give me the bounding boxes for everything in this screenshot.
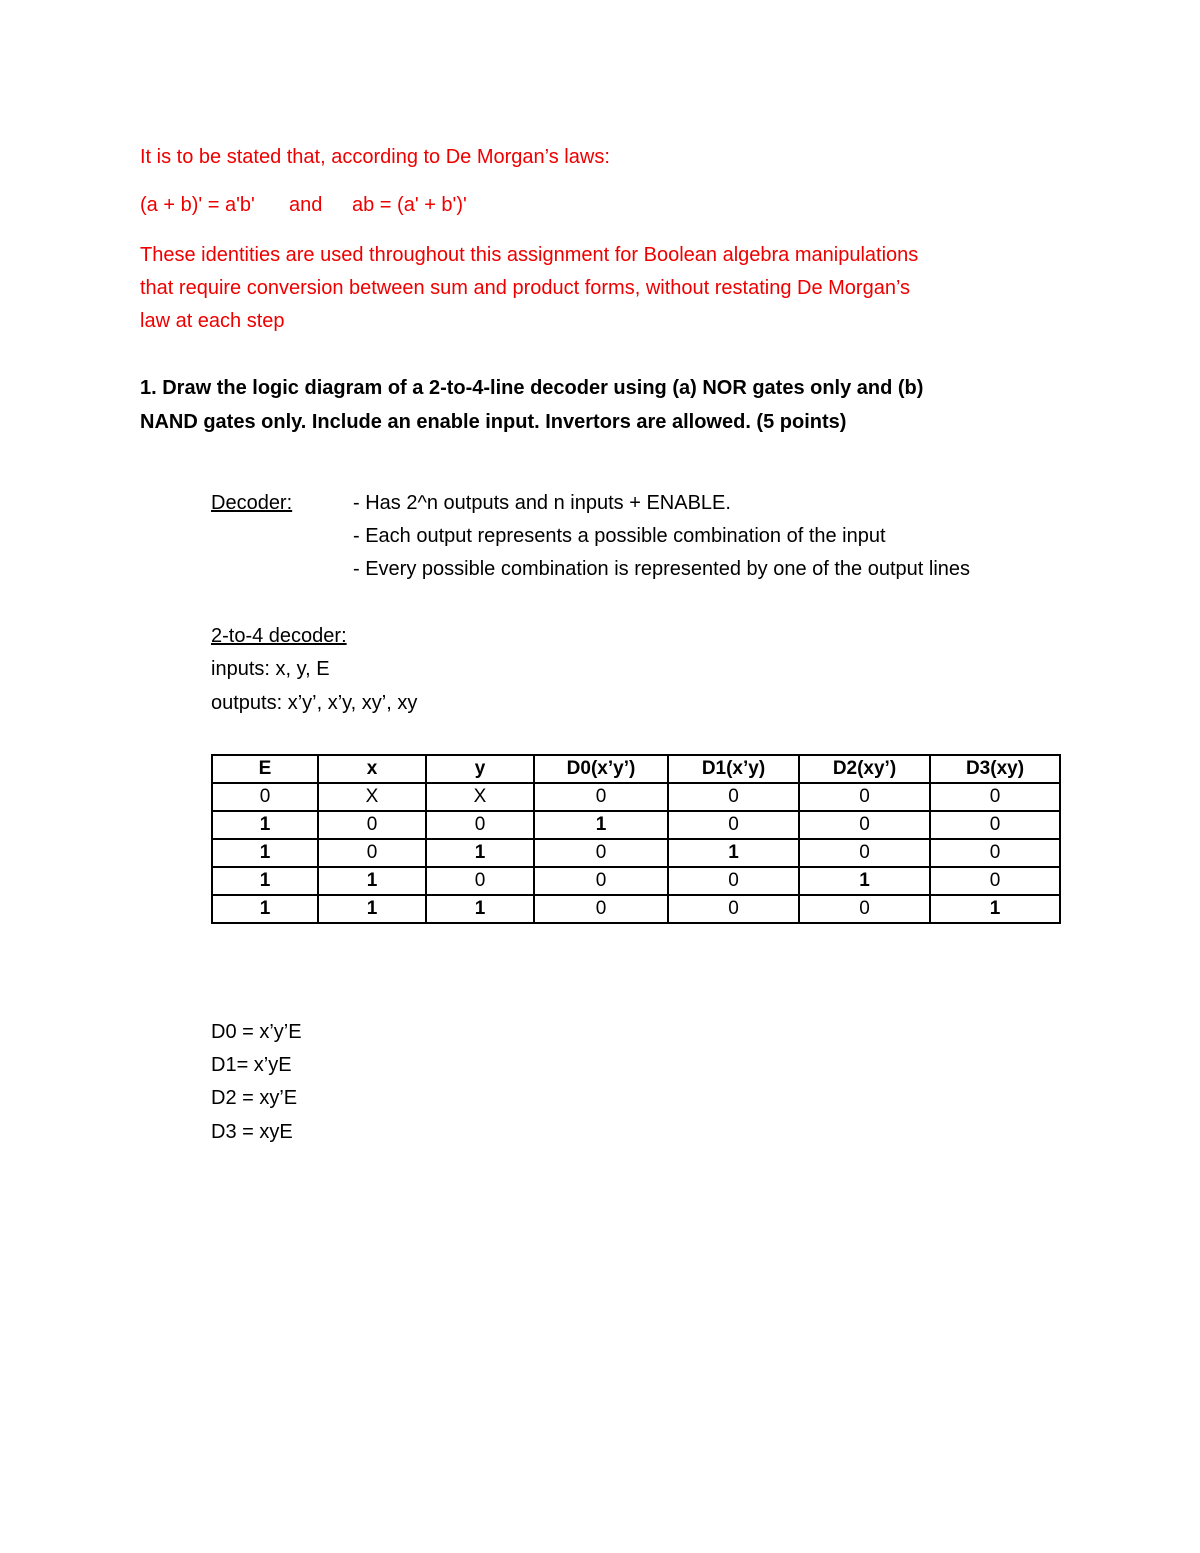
table-row	[212, 811, 1060, 839]
decoder-bullet: - Each output represents a possible combination of the input	[353, 525, 886, 547]
table-cell: 1	[426, 895, 534, 923]
note-paragraph-line-1: These identities are used throughout this assignment for Boolean algebra manipulations	[140, 244, 919, 266]
equation-d0: D0 = x’y’E	[211, 1021, 302, 1043]
table-cell: X	[318, 783, 426, 811]
table-row	[212, 783, 1060, 811]
table-cell: 0	[799, 895, 930, 923]
table-row	[212, 839, 1060, 867]
table-cell: 0	[426, 811, 534, 839]
law-1: (a + b)' = a'b'	[140, 194, 255, 216]
equation-d2: D2 = xy’E	[211, 1087, 298, 1109]
table-header-cell: D0(x’y’)	[534, 755, 668, 783]
table-cell: 1	[930, 895, 1060, 923]
question-line-2: NAND gates only. Include an enable input. Invertors are allowed. (5 points)	[140, 411, 847, 433]
table-cell: 0	[534, 783, 668, 811]
table-cell: 0	[318, 811, 426, 839]
table-cell: 0	[930, 867, 1060, 895]
question-line-1: 1. Draw the logic diagram of a 2-to-4-line decoder using (a) NOR gates only and (b)	[140, 377, 924, 399]
decoder-label: Decoder:	[211, 492, 293, 514]
table-cell: 1	[212, 867, 318, 895]
table-cell: 1	[799, 867, 930, 895]
table-cell: X	[426, 783, 534, 811]
note-paragraph-line-3: law at each step	[140, 310, 285, 332]
table-header-row	[212, 755, 1060, 783]
table-cell: 1	[212, 839, 318, 867]
table-cell: 0	[318, 839, 426, 867]
table-cell: 0	[799, 839, 930, 867]
table-row	[212, 895, 1060, 923]
table-header-cell: x	[318, 755, 426, 783]
note-intro: It is to be stated that, according to De Morgan’s laws:	[140, 146, 610, 168]
decoder24-inputs: inputs: x, y, E	[211, 658, 330, 680]
table-cell: 0	[799, 783, 930, 811]
law-and: and	[289, 194, 323, 216]
table-cell: 0	[668, 867, 799, 895]
table-cell: 1	[668, 839, 799, 867]
decoder24-outputs: outputs: x’y’, x’y, xy’, xy	[211, 692, 418, 714]
table-cell: 1	[318, 867, 426, 895]
table-row	[212, 867, 1060, 895]
table-cell: 0	[534, 839, 668, 867]
table-cell: 0	[212, 783, 318, 811]
law-2: ab = (a' + b')'	[352, 194, 467, 216]
table-cell: 0	[930, 839, 1060, 867]
table-cell: 1	[212, 811, 318, 839]
table-header-cell: D2(xy’)	[799, 755, 930, 783]
table-cell: 0	[930, 783, 1060, 811]
decoder-bullet: - Every possible combination is represented by one of the output lines	[353, 558, 971, 580]
table-cell: 1	[318, 895, 426, 923]
table-header-cell: D3(xy)	[930, 755, 1060, 783]
table-cell: 1	[212, 895, 318, 923]
table-cell: 0	[534, 867, 668, 895]
truth-table	[211, 754, 1061, 924]
table-cell: 1	[426, 839, 534, 867]
table-cell: 0	[668, 783, 799, 811]
table-header-cell: y	[426, 755, 534, 783]
table-header-cell: E	[212, 755, 318, 783]
table-cell: 0	[534, 895, 668, 923]
table-header-cell: D1(x’y)	[668, 755, 799, 783]
equation-d3: D3 = xyE	[211, 1121, 293, 1143]
table-cell: 1	[534, 811, 668, 839]
equation-d1: D1= x’yE	[211, 1054, 292, 1076]
table-cell: 0	[668, 811, 799, 839]
table-cell: 0	[799, 811, 930, 839]
table-cell: 0	[668, 895, 799, 923]
table-cell: 0	[930, 811, 1060, 839]
decoder-bullet: - Has 2^n outputs and n inputs + ENABLE.	[353, 492, 731, 514]
table-cell: 0	[426, 867, 534, 895]
note-paragraph-line-2: that require conversion between sum and product forms, without restating De Morgan’s	[140, 277, 911, 299]
decoder24-title: 2-to-4 decoder:	[211, 625, 347, 647]
